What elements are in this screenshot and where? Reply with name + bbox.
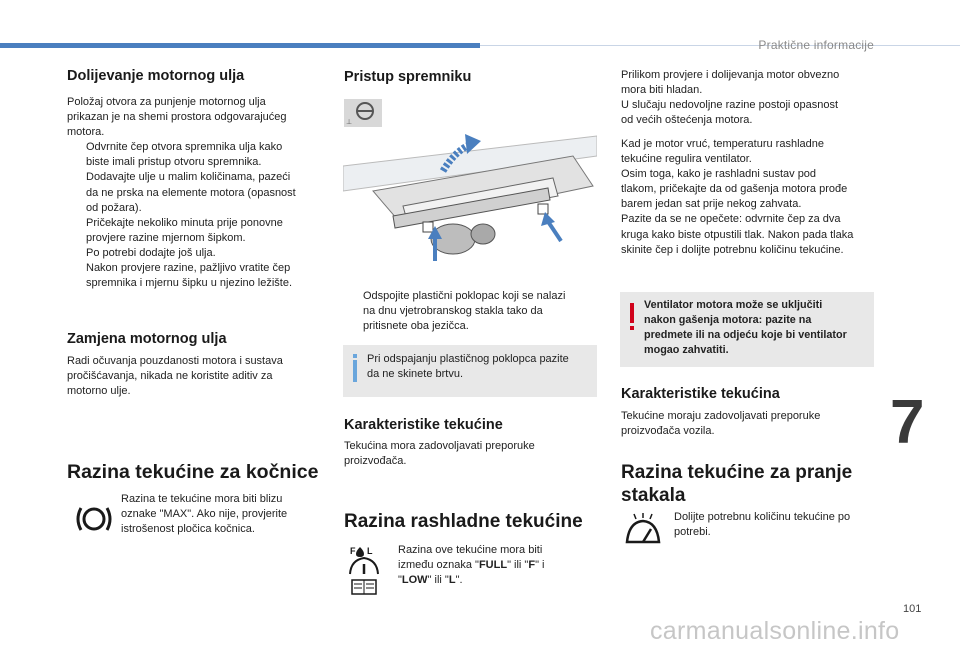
warning-icon-dot: [630, 326, 634, 330]
text-line: mogao zahvatiti.: [644, 344, 729, 357]
list-item: [67, 140, 317, 170]
text-line: barem jedan sat prije nekog zahvata.: [621, 198, 802, 211]
brake-fluid-heading: Razina tekućine za kočnice: [67, 461, 319, 483]
text-line: prikazan je na shemi prostora odgovarajućeg: [67, 111, 287, 124]
brake-warning-icon: [74, 502, 114, 536]
text-line: da ne skinete brtvu.: [367, 368, 464, 381]
text-fragment: između oznaka ": [398, 559, 479, 572]
text-line: istrošenost pločica kočnica.: [121, 523, 255, 536]
text-line: [398, 558, 544, 573]
coolant-level-icon: [346, 544, 382, 596]
text-fragment: " i: [535, 559, 545, 572]
warning-box: [620, 292, 874, 367]
text-line: Ventilator motora može se uključiti: [644, 299, 823, 311]
text-fragment: " ili ": [427, 574, 449, 587]
text-line: provjere razine mjernom šipkom.: [86, 231, 246, 244]
text-line: oznake "MAX". Ako nije, provjerite: [121, 508, 288, 521]
info-box: [343, 345, 597, 397]
text-line: Pričekajte nekoliko minuta prije ponovne: [86, 216, 283, 229]
text-line: Pazite da se ne opečete: odvrnite čep za dva: [621, 213, 841, 226]
coolant-level-heading: Razina rashladne tekućine: [344, 511, 583, 532]
list-item: [67, 216, 317, 246]
text-line: Dolijte potrebnu količinu tekućine po: [674, 511, 851, 523]
text-line: Pri odspajanju plastičnog poklopca pazite: [367, 353, 569, 365]
text-line: spremnika i mjernu šipku u njezino ležište.: [86, 277, 293, 290]
oil-change-heading: Zamjena motornog ulja: [67, 331, 227, 347]
header-accent-bar: [0, 43, 480, 48]
text-line: tekućine regulira ventilator.: [621, 153, 752, 166]
mark-low: LOW: [401, 574, 428, 587]
text-line: kruga kako biste otpustili tlak. Nakon pada tlaka: [621, 228, 854, 241]
oil-top-up-heading: Dolijevanje motornog ulja: [67, 68, 245, 84]
fluid-spec-text: [344, 439, 535, 469]
text-fragment: ": [398, 574, 402, 587]
svg-text:F: F: [350, 546, 356, 556]
cold-engine-text: [621, 68, 839, 128]
text-line: Osim toga, kako je rashladni sustav pod: [621, 168, 817, 181]
text-line: Po potrebi dodajte još ulja.: [86, 246, 216, 259]
washer-fluid-text: [674, 510, 850, 540]
chapter-number: 7: [890, 388, 925, 457]
text-line: motora.: [67, 126, 105, 139]
info-text: [367, 352, 569, 382]
text-line: pritisnete oba jezičca.: [363, 320, 469, 333]
windshield-cover-clips-illustration: [343, 96, 597, 271]
text-line: skinite čep i dolijte potrebnu količinu tekućine.: [621, 243, 844, 256]
text-line: motorno ulje.: [67, 385, 131, 398]
chapter-title: Praktične informacije: [758, 38, 874, 52]
text-line: Tekućina mora zadovoljavati preporuke: [344, 440, 535, 452]
reservoir-access-step: [344, 289, 565, 334]
text-line: biste imali pristup otvoru spremnika.: [86, 156, 262, 169]
reservoir-access-heading: Pristup spremniku: [344, 69, 472, 85]
text-fragment: ".: [455, 574, 463, 587]
text-fragment: " ili ": [507, 559, 529, 572]
text-line: proizvođača.: [344, 455, 407, 468]
coolant-level-text: [398, 543, 544, 588]
heading-line: stakala: [621, 485, 686, 506]
info-icon-dot: [353, 354, 357, 358]
washer-fluid-heading: [621, 461, 852, 507]
page-number: 101: [903, 603, 922, 615]
washer-fluid-icon: [623, 512, 663, 552]
text-line: Kad je motor vruć, temperaturu rashladne: [621, 138, 824, 150]
text-line: Prilikom provjere i dolijevanja motor obvezno: [621, 69, 840, 81]
text-line: Dodavajte ulje u malim količinama, pazeći: [86, 171, 291, 184]
list-item: [67, 246, 317, 261]
fluids-spec-text: [621, 409, 820, 439]
text-line: Razina ove tekućine mora biti: [398, 544, 543, 556]
fluid-spec-heading: Karakteristike tekućine: [344, 417, 503, 433]
svg-text:L: L: [367, 546, 373, 556]
mark-f: F: [528, 559, 536, 572]
hot-engine-text: [621, 137, 853, 258]
text-line: Radi očuvanja pouzdanosti motora i sustava: [67, 355, 283, 367]
mark-l: L: [448, 574, 456, 587]
text-line: mora biti hladan.: [621, 84, 703, 97]
heading-line: Razina tekućine za pranje: [621, 462, 853, 483]
text-line: Razina te tekućine mora biti blizu: [121, 493, 283, 505]
mark-full: FULL: [478, 559, 508, 572]
watermark: carmanualsonline.info: [650, 617, 900, 645]
list-item: [67, 261, 317, 291]
text-line: U slučaju nedovoljne razine postoji opasnost: [621, 99, 839, 112]
text-line: na dnu vjetrobranskog stakla tako da: [363, 305, 543, 318]
text-line: da ne prska na elemente motora (opasnost: [86, 186, 296, 199]
svg-text:⊥: ⊥: [346, 119, 353, 126]
text-line: Položaj otvora za punjenje motornog ulja: [67, 96, 266, 108]
text-line: [398, 573, 544, 588]
text-line: Odvrnite čep otvora spremnika ulja kako: [86, 141, 283, 154]
text-line: potrebi.: [674, 526, 711, 539]
text-line: tlakom, pričekajte da od gašenja motora prođe: [621, 183, 848, 196]
text-line: Odspojite plastični poklopac koji se nalazi: [363, 290, 566, 302]
brake-fluid-text: [121, 492, 287, 537]
header-rule: [480, 45, 960, 46]
text-line: Nakon provjere razine, pažljivo vratite čep: [86, 262, 291, 275]
warning-icon: [630, 303, 634, 323]
fluids-spec-heading: Karakteristike tekućina: [621, 386, 780, 402]
oil-top-up-text: [67, 95, 317, 291]
text-line: od požara).: [86, 201, 142, 214]
oil-change-text: [67, 354, 283, 399]
text-line: od većih oštećenja motora.: [621, 114, 753, 127]
list-item: [67, 170, 317, 215]
warning-text: [644, 298, 847, 358]
text-line: nakon gašenja motora: pazite na: [644, 314, 812, 327]
text-line: predmete ili na odjeću koje bi ventilator: [644, 329, 847, 342]
info-icon: [353, 360, 357, 382]
list-item: [344, 289, 565, 334]
text-line: pročišćavanja, nikada ne koristite aditiv za: [67, 370, 273, 383]
text-line: Tekućine moraju zadovoljavati preporuke: [621, 410, 821, 422]
text-line: proizvođača vozila.: [621, 425, 715, 438]
